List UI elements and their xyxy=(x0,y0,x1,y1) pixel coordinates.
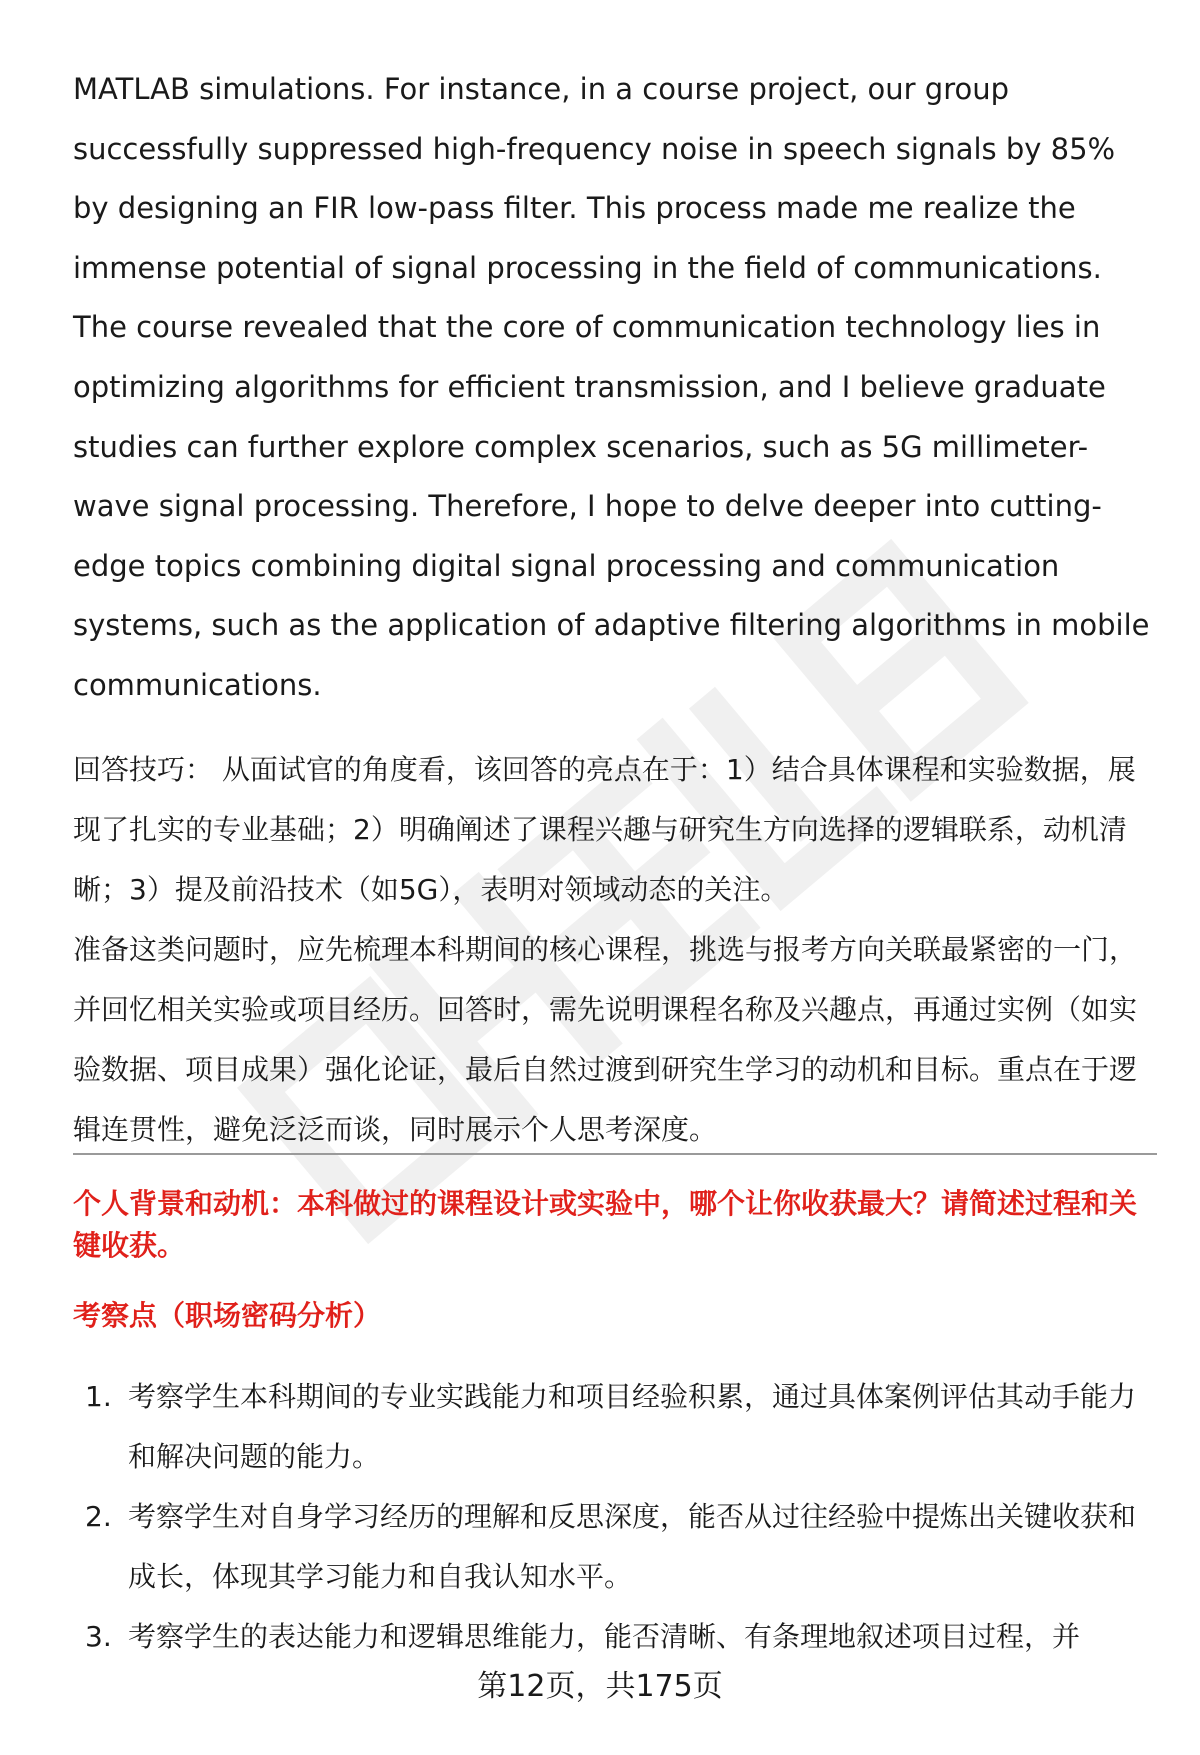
english-answer-paragraph: MATLAB simulations. For instance, in a course project, our group successfully suppressed high-frequency noise in speech signals by 85% by designing an FIR low-pass filter. This process made me realize the immense potential of signal processing in the field of communications. The course revealed that the core of communication technology lies in optimizing algorithms for efficient transmission, and I believe graduate studies can further explore complex scenarios, such as 5G millimeter-wave signal processing. Therefore, I hope to delve deeper into cutting-edge topics combining digital signal processing and communication systems, such as the application of adaptive filtering algorithms in mobile communications. xyxy=(73,72,1150,702)
list-item-number: 1. xyxy=(85,1380,112,1413)
assessment-points-heading: 考察点（职场密码分析） xyxy=(73,1299,382,1332)
question-title: 个人背景和动机：本科做过的课程设计或实验中，哪个让你收获最大？请简述过程和关键收获。 xyxy=(73,1187,1138,1262)
list-item-text: 考察学生对自身学习经历的理解和反思深度，能否从过往经验中提炼出关键收获和成长，体现其学习能力和自我认知水平。 xyxy=(128,1500,1137,1593)
preparation-advice-paragraph: 准备这类问题时，应先梳理本科期间的核心课程，挑选与报考方向关联最紧密的一门，并回忆相关实验或项目经历。回答时，需先说明课程名称及兴趣点，再通过实例（如实验数据、项目成果）强化论证，最后自然过渡到研究生学习的动机和目标。重点在于逻辑连贯性，避免泛泛而谈，同时展示个人思考深度。 xyxy=(73,932,1138,1146)
list-item-text: 考察学生本科期间的专业实践能力和项目经验积累，通过具体案例评估其动手能力和解决问题的能力。 xyxy=(128,1380,1137,1473)
list-item xyxy=(73,1607,1163,1667)
list-item xyxy=(73,1487,1163,1607)
section-divider xyxy=(73,1153,1157,1155)
list-item-number: 3. xyxy=(85,1620,112,1653)
list-item xyxy=(73,1367,1163,1487)
list-item-text: 考察学生的表达能力和逻辑思维能力，能否清晰、有条理地叙述项目过程，并 xyxy=(128,1620,1081,1653)
page-number-footer: 第12页，共175页 xyxy=(477,1669,723,1704)
answer-tip-paragraph: 回答技巧： 从面试官的角度看，该回答的亮点在于：1）结合具体课程和实验数据，展现了扎实的专业基础；2）明确阐述了课程兴趣与研究生方向选择的逻辑联系，动机清晰；3）提及前沿技术（如5G），表明对领域动态的关注。 xyxy=(73,752,1136,906)
list-item-number: 2. xyxy=(85,1500,112,1533)
assessment-points-list xyxy=(73,1367,1163,1667)
page-body xyxy=(73,60,1153,1160)
